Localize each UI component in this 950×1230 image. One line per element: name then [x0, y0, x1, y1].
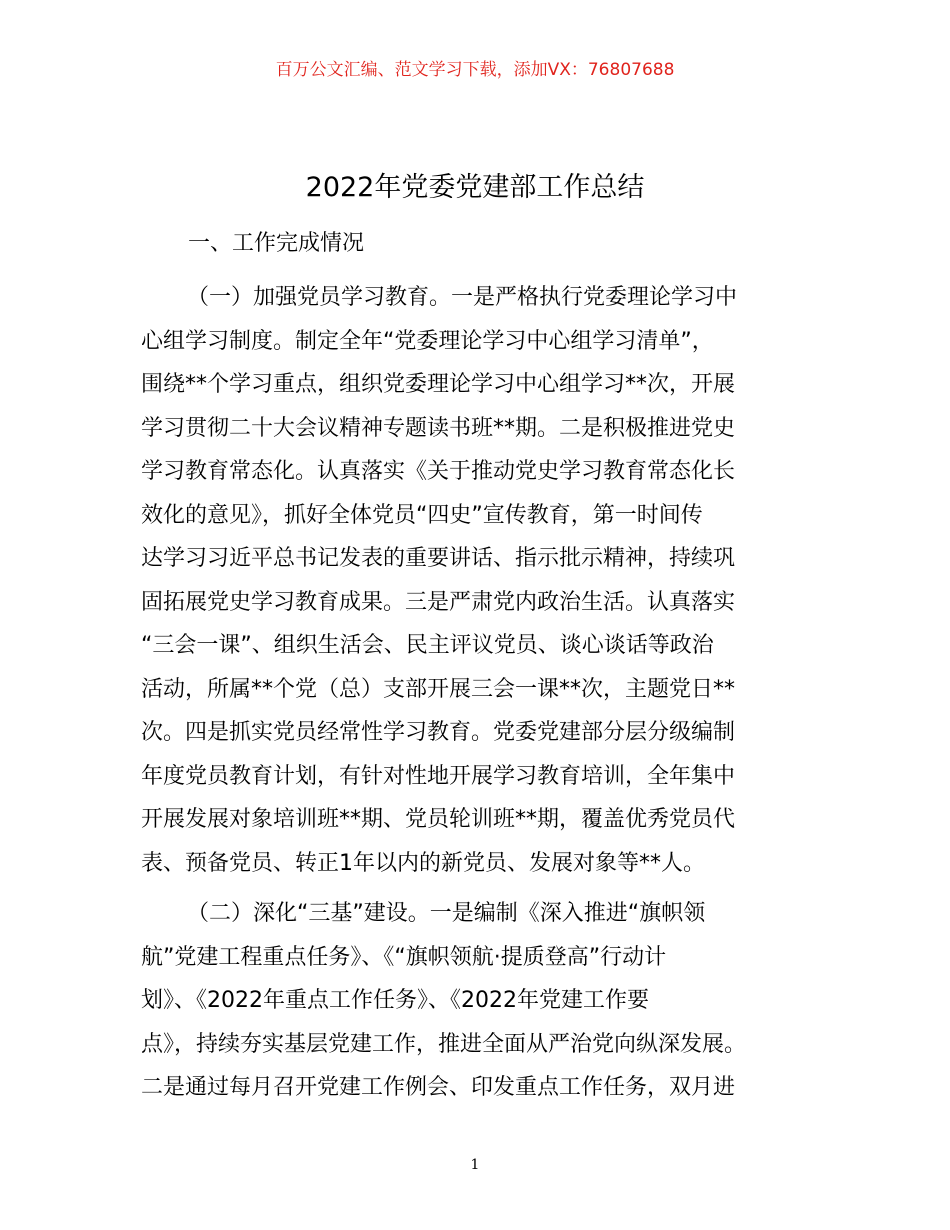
paragraph-line: 活动，所属**个党（总）支部开展三会一课**次，主题党日** — [141, 676, 736, 702]
paragraph-line: 表、预备党员、转正1年以内的新党员、发展对象等**人。 — [141, 850, 705, 876]
paragraph-line: 二是通过每月召开党建工作例会、印发重点工作任务，双月进 — [141, 1075, 736, 1100]
paragraph-line: 围绕**个学习重点，组织党委理论学习中心组学习**次，开展 — [141, 372, 736, 397]
paragraph-line: 心组学习制度。制定全年“党委理论学习中心组学习清单”， — [141, 328, 714, 354]
paragraph-1 — [141, 276, 821, 885]
paragraph-line: 学习贯彻二十大会议精神专题读书班**期。二是积极推进党史 — [141, 415, 736, 441]
header-promo-note: 百万公文汇编、范文学习下载，添加VX：76807688 — [275, 60, 675, 80]
paragraph-line: 年度党员教育计划，有针对性地开展学习教育培训，全年集中 — [141, 763, 736, 789]
paragraph-line: 学习教育常态化。认真落实《关于推动党史学习教育常态化长 — [141, 459, 736, 484]
paragraph-line: 点》，持续夯实基层党建工作，推进全面从严治党向纵深发展。 — [141, 1031, 747, 1057]
paragraph-line: 效化的意见》，抓好全体党员“四史”宣传教育，第一时间传 — [141, 502, 703, 528]
paragraph-line: 次。四是抓实党员经常性学习教育。党委党建部分层分级编制 — [141, 720, 736, 745]
paragraph-line: （一）加强党员学习教育。一是严格执行党委理论学习中 — [187, 285, 738, 310]
paragraph-line: 航”党建工程重点任务》、《“旗帜领航·提质登高”行动计 — [141, 944, 667, 970]
document-title: 2022年党委党建部工作总结 — [305, 172, 645, 203]
page-number: 1 — [470, 1157, 480, 1173]
paragraph-line: “三会一课”、组织生活会、民主评议党员、谈心谈话等政治 — [141, 633, 714, 658]
paragraph-line: 达学习习近平总书记发表的重要讲话、指示批示精神，持续巩 — [141, 546, 736, 571]
paragraph-2 — [141, 892, 821, 1110]
section-heading: 一、工作完成情况 — [188, 231, 365, 256]
paragraph-line: 划》、《2022年重点工作任务》、《2022年党建工作要 — [141, 988, 649, 1013]
paragraph-line: 开展发展对象培训班**期、党员轮训班**期，覆盖优秀党员代 — [141, 807, 736, 832]
paragraph-line: 固拓展党史学习教育成果。三是严肃党内政治生活。认真落实 — [141, 589, 736, 615]
paragraph-line: （二）深化“三基”建设。一是编制《深入推进“旗帜领 — [187, 901, 706, 926]
